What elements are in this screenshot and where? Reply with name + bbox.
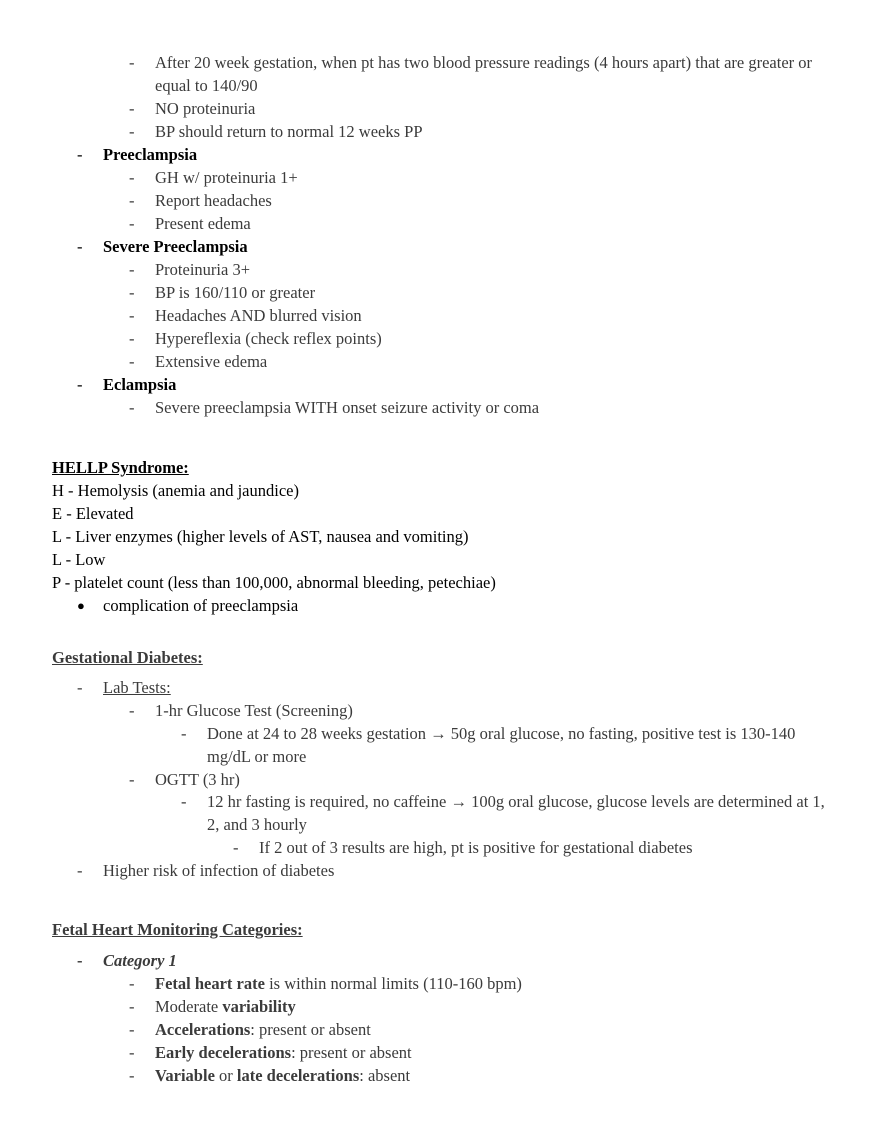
- eclampsia-title: [77, 373, 843, 396]
- preeclampsia-title: [77, 143, 843, 166]
- dash-marker: -: [77, 145, 83, 164]
- lab-tests-label: Lab Tests:: [103, 678, 171, 697]
- list-item: [181, 790, 827, 836]
- dash-marker: -: [129, 974, 135, 993]
- list-item-text: NO proteinuria: [155, 99, 256, 118]
- list-item: [129, 768, 825, 791]
- hellp-line: L - Liver enzymes (higher levels of AST, nausea and vomiting): [52, 527, 469, 546]
- hellp-line: H - Hemolysis (anemia and jaundice): [52, 481, 299, 500]
- dash-marker: -: [77, 861, 83, 880]
- term-bold: Accelerations: [155, 1020, 251, 1039]
- term-bold: Fetal heart rate: [155, 974, 265, 993]
- section-title: Preeclampsia: [103, 145, 198, 164]
- term-bold: Variable: [155, 1066, 215, 1085]
- section-title: Eclampsia: [103, 375, 177, 394]
- term-bold: variability: [222, 997, 296, 1016]
- list-item-text: GH w/ proteinuria 1+: [155, 168, 298, 187]
- dash-marker: -: [181, 792, 187, 811]
- list-item-text: 1-hr Glucose Test (Screening): [155, 701, 353, 720]
- section-title: Severe Preeclampsia: [103, 237, 248, 256]
- dash-marker: -: [129, 122, 135, 141]
- dash-marker: -: [129, 770, 135, 789]
- list-item-text: complication of preeclampsia: [103, 596, 299, 615]
- list-item-text: Severe preeclampsia WITH onset seizure activity or coma: [155, 398, 540, 417]
- list-item: [129, 972, 825, 995]
- term-description: : present or absent: [250, 1020, 371, 1039]
- term-description: Moderate: [155, 997, 223, 1016]
- list-item-text: BP should return to normal 12 weeks PP: [155, 122, 423, 141]
- list-item: [129, 1018, 825, 1041]
- list-item-text: [155, 972, 825, 995]
- gestational-diabetes-heading: Gestational Diabetes:: [52, 648, 203, 667]
- lab-tests-item: [77, 676, 843, 699]
- list-item: [129, 97, 825, 120]
- list-item-text: Hypereflexia (check reflex points): [155, 329, 382, 348]
- list-item-text: After 20 week gestation, when pt has two blood pressure readings (4 hours apart) that are greater or equal to 140/90: [155, 53, 813, 95]
- dash-marker: -: [129, 701, 135, 720]
- list-item-text: Higher risk of infection of diabetes: [103, 861, 335, 880]
- dash-marker: -: [77, 951, 83, 970]
- list-item-text: Extensive edema: [155, 352, 268, 371]
- category-item: [77, 949, 843, 972]
- dash-marker: -: [129, 1043, 135, 1062]
- bullet-dot-icon: ●: [77, 598, 85, 613]
- hellp-line: E - Elevated: [52, 504, 134, 523]
- list-item: [129, 396, 825, 419]
- list-item-text: [155, 995, 825, 1018]
- list-item: [129, 189, 825, 212]
- dash-marker: -: [129, 99, 135, 118]
- dash-marker: -: [129, 306, 135, 325]
- list-item-text: If 2 out of 3 results are high, pt is positive for gestational diabetes: [259, 838, 693, 857]
- list-item-text: OGTT (3 hr): [155, 770, 240, 789]
- dash-marker: -: [77, 237, 83, 256]
- list-item: [129, 212, 825, 235]
- list-item-text: Present edema: [155, 214, 251, 233]
- term-connector: or: [214, 1066, 237, 1085]
- list-item-text: [155, 1018, 825, 1041]
- dash-marker: -: [129, 352, 135, 371]
- dash-marker: -: [129, 329, 135, 348]
- list-item: [129, 120, 825, 143]
- list-item: [129, 350, 825, 373]
- dash-marker: -: [129, 1020, 135, 1039]
- list-item-text: [155, 1041, 825, 1064]
- dash-marker: -: [77, 678, 83, 697]
- dash-marker: -: [129, 398, 135, 417]
- hellp-line: L - Low: [52, 550, 106, 569]
- list-item: [129, 1064, 825, 1087]
- list-item: [181, 722, 827, 768]
- fetal-heart-heading: Fetal Heart Monitoring Categories:: [52, 920, 303, 939]
- list-item-text: BP is 160/110 or greater: [155, 283, 316, 302]
- list-item: [129, 281, 825, 304]
- list-item-text: Proteinuria 3+: [155, 260, 250, 279]
- term-description: : absent: [359, 1066, 411, 1085]
- list-item-text: Done at 24 to 28 weeks gestation → 50g oral glucose, no fasting, positive test is 130-140 mg/dL or more: [207, 724, 796, 766]
- term-bold: late decelerations: [236, 1066, 360, 1085]
- list-item: [129, 1041, 825, 1064]
- list-item: [129, 327, 825, 350]
- list-item: [129, 166, 825, 189]
- list-item-text: Headaches AND blurred vision: [155, 306, 362, 325]
- hellp-line: P - platelet count (less than 100,000, abnormal bleeding, petechiae): [52, 573, 496, 592]
- hellp-heading: HELLP Syndrome:: [52, 458, 189, 477]
- list-item: [129, 699, 825, 722]
- dash-marker: -: [129, 1066, 135, 1085]
- term-bold: Early decelerations: [155, 1043, 292, 1062]
- dash-marker: -: [181, 724, 187, 743]
- list-item-text: 12 hr fasting is required, no caffeine → 100g oral glucose, glucose levels are determined at 1, 2, and 3 hourly: [207, 792, 825, 834]
- term-description: : present or absent: [291, 1043, 412, 1062]
- list-item: [129, 51, 825, 97]
- list-item: [77, 859, 843, 882]
- dash-marker: -: [129, 168, 135, 187]
- dash-marker: -: [129, 283, 135, 302]
- dash-marker: -: [233, 838, 239, 857]
- hellp-bullet-item: [77, 594, 843, 617]
- dash-marker: -: [129, 260, 135, 279]
- list-item-text: Report headaches: [155, 191, 272, 210]
- dash-marker: -: [129, 191, 135, 210]
- list-item: [129, 258, 825, 281]
- list-item: [129, 304, 825, 327]
- dash-marker: -: [129, 997, 135, 1016]
- list-item: [129, 995, 825, 1018]
- list-item-text: [155, 1064, 825, 1087]
- dash-marker: -: [77, 375, 83, 394]
- dash-marker: -: [129, 53, 135, 72]
- list-item: [233, 836, 839, 859]
- dash-marker: -: [129, 214, 135, 233]
- severe-preeclampsia-title: [77, 235, 843, 258]
- category-label: Category 1: [103, 951, 177, 970]
- term-description: is within normal limits (110-160 bpm): [264, 974, 522, 993]
